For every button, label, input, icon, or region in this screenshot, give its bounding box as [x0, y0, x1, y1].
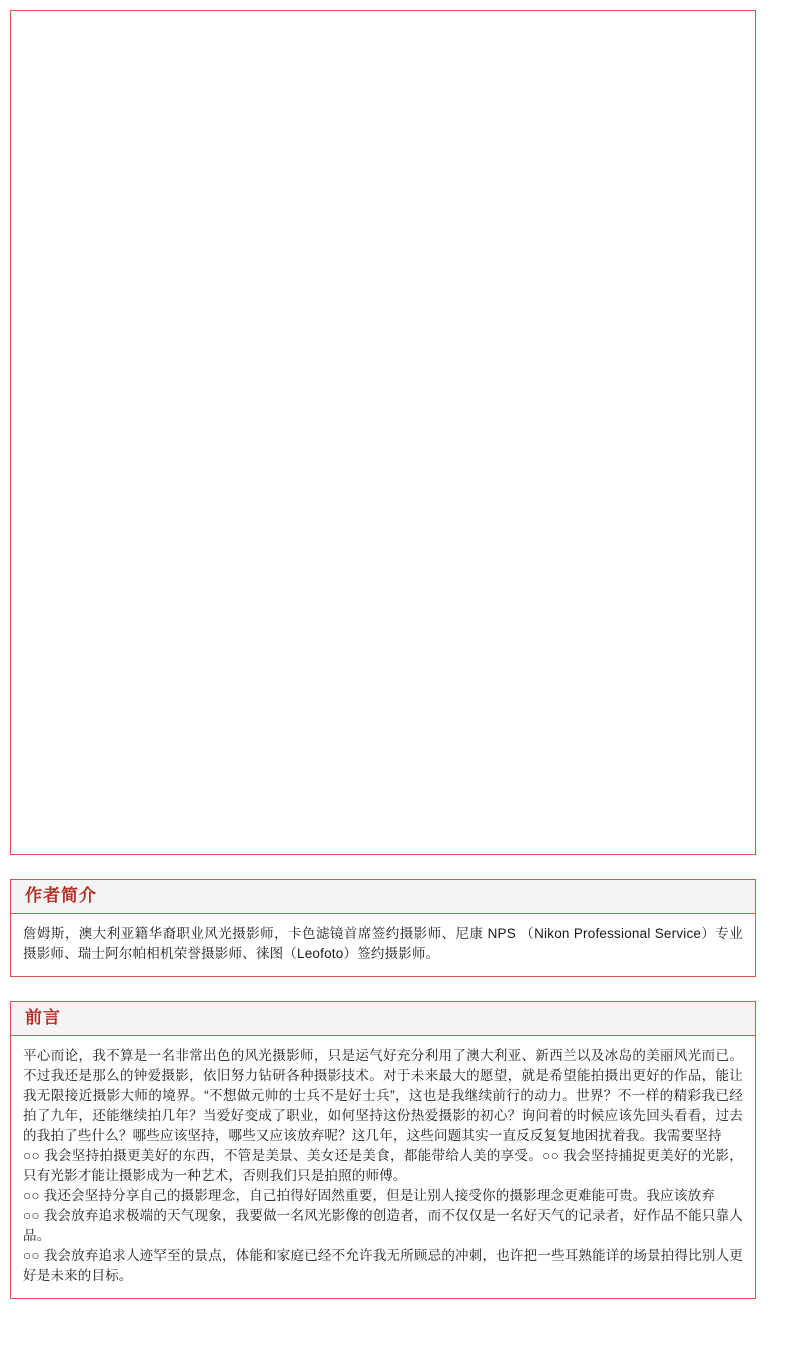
section-preface: [10, 1001, 756, 1299]
page-bottom-spacer: [0, 1299, 800, 1323]
photo-placeholder-frame: [10, 10, 756, 855]
paragraph: 詹姆斯，澳大利亚籍华裔职业风光摄影师，卡色滤镜首席签约摄影师、尼康 NPS （Nikon Professional Service）专业摄影师、瑞士阿尔帕相机荣誉摄影师、徕图（Leofoto）签约摄影师。: [23, 926, 743, 961]
section-body-author-bio: [11, 914, 755, 976]
section-title-author-bio: 作者简介: [25, 886, 97, 905]
paragraph: ○○ 我会放弃追求极端的天气现象，我要做一名风光影像的创造者，而不仅仅是一名好天气的记录者，好作品不能只靠人品。: [23, 1208, 743, 1243]
section-title-preface: 前言: [25, 1008, 61, 1027]
section-body-preface: [11, 1036, 755, 1298]
paragraph: ○○ 我还会坚持分享自己的摄影理念，自己拍得好固然重要，但是让别人接受你的摄影理念更难能可贵。我应该放弃: [23, 1188, 715, 1203]
photo-placeholder: [11, 11, 755, 854]
document-page: [0, 10, 800, 1348]
paragraph: ○○ 我会放弃追求人迹罕至的景点，体能和家庭已经不允许我无所顾忌的冲刺，也许把一些耳熟能详的场景拍得比别人更好是未来的目标。: [23, 1248, 743, 1283]
paragraph: ○○ 我会坚持拍摄更美好的东西，不管是美景、美女还是美食，都能带给人美的享受。○○ 我会坚持捕捉更美好的光影，只有光影才能让摄影成为一种艺术，否则我们只是拍照的师傅。: [23, 1148, 743, 1183]
section-header-preface: [11, 1002, 755, 1036]
section-author-bio: [10, 879, 756, 977]
section-header-author-bio: [11, 880, 755, 914]
paragraph: 平心而论，我不算是一名非常出色的风光摄影师，只是运气好充分利用了澳大利亚、新西兰以及冰岛的美丽风光而已。不过我还是那么的钟爱摄影，依旧努力钻研各种摄影技术。对于未来最大的愿望，就是希望能拍摄出更好的作品，能让我无限接近摄影大师的境界。“不想做元帅的士兵不是好士兵”，这也是我继续前行的动力。世界？不一样的精彩我已经拍了九年，还能继续拍几年？当爱好变成了职业，如何坚持这份热爱摄影的初心？询问着的时候应该先回头看看，过去的我拍了些什么？哪些应该坚持，哪些又应该放弃呢？这几年，这些问题其实一直反反复复地困扰着我。我需要坚持: [23, 1048, 743, 1143]
